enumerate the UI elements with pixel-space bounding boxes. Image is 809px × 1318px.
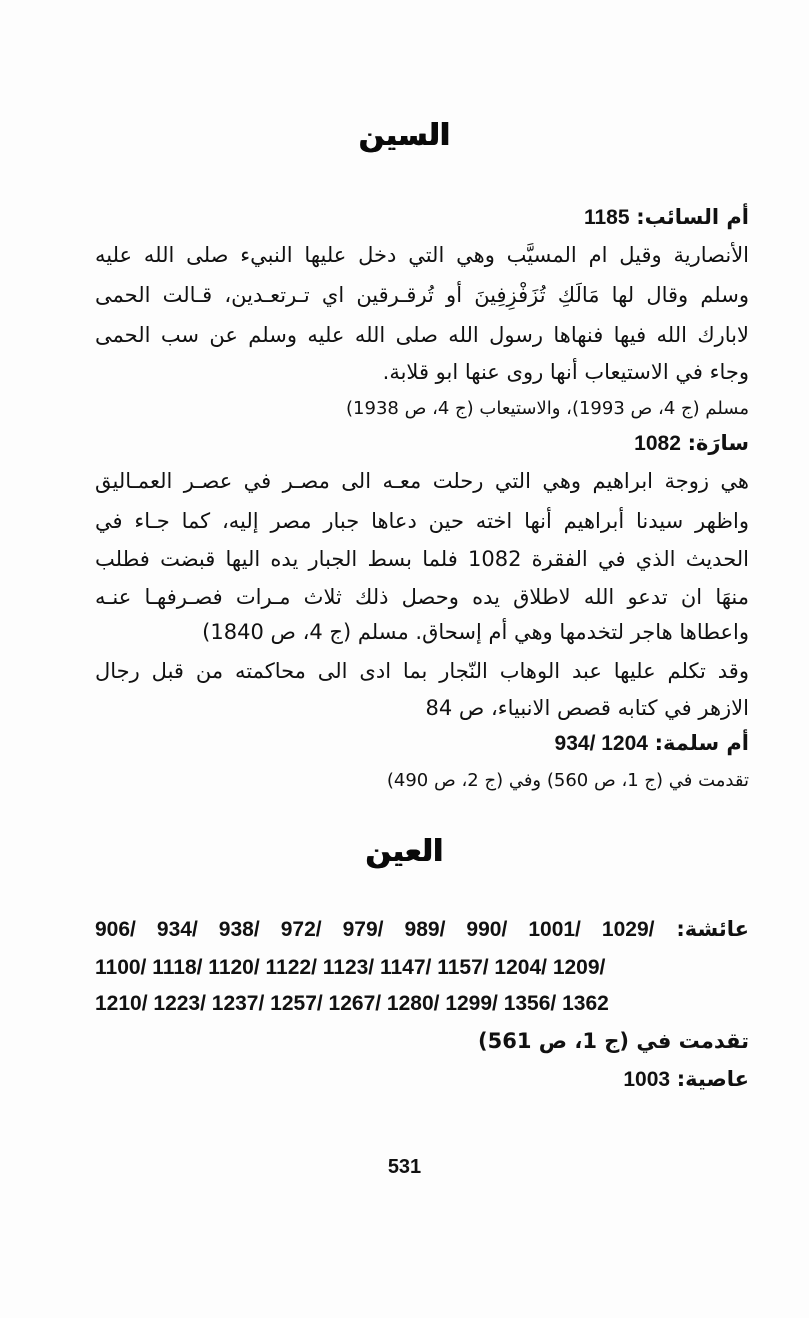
entry-text-line: منهَا ان تدعو الله لاطلاق يده وحصل ذلك ثلاث مـرات فصـرفهـا عنـه [95, 585, 749, 609]
entry-name: عائشة: [676, 917, 749, 941]
page-number: 531 [387, 1156, 422, 1178]
entry-text-line: لابارك الله فيها فنهاها رسول الله صلى الله عليه وسلم عن سب الحمى [95, 323, 749, 347]
entry-text-line: وجاء في الاستيعاب أنها روى عنها ابو قلابة. [382, 360, 749, 384]
entry-aisha-line-2 [95, 948, 749, 986]
entry-text-line: واظهر سيدنا أبراهيم أنها اخته حين دعاها جبار مصر إليه، كما جـاء في [95, 509, 749, 533]
entry-name: أم السائب: [636, 205, 749, 229]
entry-um-alsaib-title [95, 198, 749, 236]
entry-numbers: 1100/ 1118/ 1120/ 1122/ 1123/ 1147/ 1157/ 1204/ 1209/ [95, 956, 606, 979]
entry-numbers: 934/ 1204 [554, 732, 648, 755]
entry-reference: مسلم (ج 4، ص 1993)، والاستيعاب (ج 4، ص 1938) [346, 398, 749, 419]
entry-reference: تقدمت في (ج 1، ص 560) وفي (ج 2، ص 490) [386, 770, 749, 791]
section-heading-sin: السين [358, 118, 451, 153]
entry-name: عاصية: [676, 1067, 749, 1091]
entry-text-line: الأنصارية وقيل ام المسيَّب وهي التي دخل عليها النبيء صلى الله عليه [95, 243, 749, 267]
entry-text-line: الحديث الذي في الفقرة 1082 فلما بسط الجبار يده اليها قبضت فطلب [95, 547, 749, 571]
entry-sara-title [95, 424, 749, 462]
entry-text-line: واعطاها هاجر لتخدمها وهي أم إسحاق. مسلم (ج 4، ص 1840) [202, 620, 749, 644]
entry-numbers: 1210/ 1223/ 1237/ 1257/ 1267/ 1280/ 1299/ 1356/ 1362 [95, 992, 609, 1015]
entry-name: أم سلمة: [654, 731, 749, 755]
entry-aisha-line-3 [95, 984, 749, 1022]
entry-numbers: 906/ 934/ 938/ 972/ 979/ 989/ 990/ 1001/ 1029/ [95, 918, 655, 941]
entry-text-line: وسلم وقال لها مَالَكِ تُزَفْزِفِينَ أو تُرقـرقين اي تـرتعـدين، قـالت الحمى [95, 283, 749, 307]
entry-aisha-line-1 [95, 910, 749, 948]
section-heading-ain: العين [365, 834, 444, 869]
entry-number: 1185 [583, 206, 630, 229]
entry-reference: تقدمت في (ج 1، ص 561) [478, 1029, 749, 1053]
entry-text-line: هي زوجة ابراهيم وهي التي رحلت معـه الى مصـر في عصـر العمـاليق [95, 469, 749, 493]
entry-text-line: الازهر في كتابه قصص الانبياء، ص 84 [425, 696, 749, 720]
entry-um-salama-title [95, 724, 749, 762]
entry-text-line: وقد تكلم عليها عبد الوهاب النّجار بما ادى الى محاكمته من قبل رجال [95, 659, 749, 683]
entry-number: 1003 [623, 1068, 671, 1091]
entry-asiya-title [95, 1060, 749, 1098]
entry-name: سارَة: [687, 431, 749, 455]
entry-number: 1082 [634, 432, 681, 455]
